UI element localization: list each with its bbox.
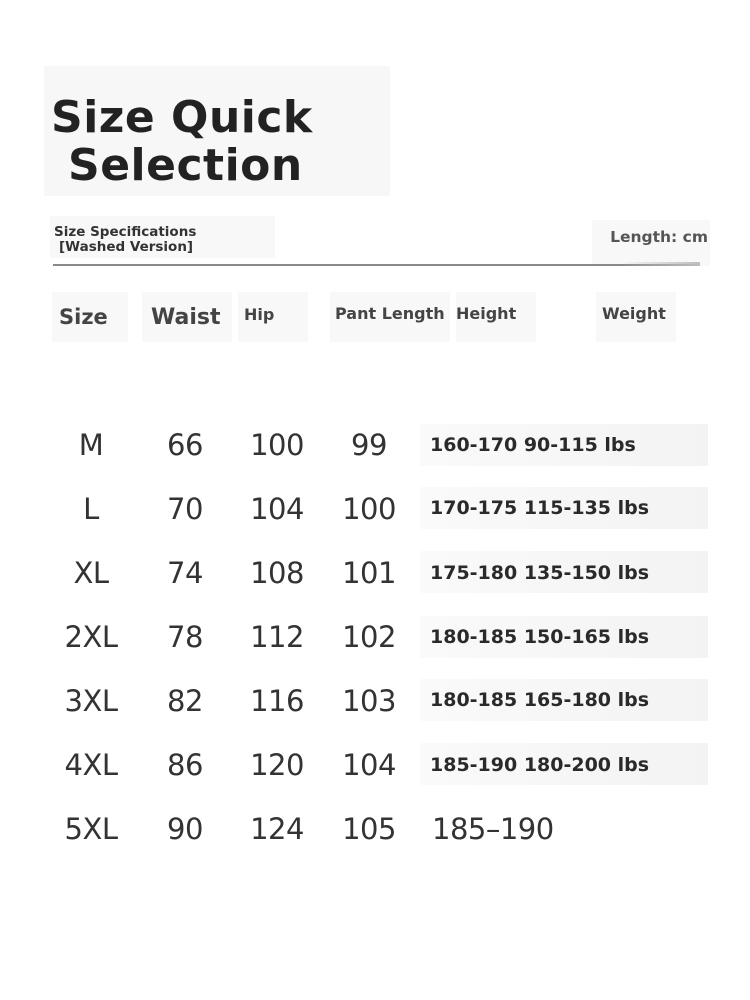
cell-waist: 86	[167, 748, 203, 782]
cell-pant-length: 103	[342, 684, 396, 718]
header-pant-length: Pant Length	[335, 304, 445, 323]
cell-pant-length: 102	[342, 620, 396, 654]
page-title-line-1: Size Quick	[51, 92, 313, 143]
cell-waist: 70	[167, 492, 203, 526]
header-divider	[53, 264, 699, 266]
cell-height-weight: 175-180 135-150 lbs	[430, 562, 650, 584]
cell-waist: 90	[167, 812, 203, 846]
cell-pant-length: 99	[351, 428, 387, 462]
cell-pant-length: 101	[342, 556, 396, 590]
cell-height-weight: 160-170 90-115 lbs	[430, 434, 636, 456]
cell-height-weight: 185–190	[432, 812, 554, 846]
cell-hip: 104	[250, 492, 304, 526]
cell-height-weight: 170-175 115-135 lbs	[430, 497, 650, 519]
spec-label-line-2: [Washed Version]	[59, 239, 194, 255]
cell-height-weight: 180-185 165-180 lbs	[430, 689, 650, 711]
cell-size: 2XL	[64, 620, 118, 654]
cell-size: M	[78, 428, 104, 462]
cell-pant-length: 105	[342, 812, 396, 846]
cell-hip: 116	[250, 684, 304, 718]
cell-height-weight: 185-190 180-200 lbs	[430, 754, 650, 776]
cell-hip: 124	[250, 812, 304, 846]
cell-waist: 82	[167, 684, 203, 718]
cell-waist: 78	[167, 620, 203, 654]
cell-height-weight: 180-185 150-165 lbs	[430, 626, 650, 648]
header-height: Height	[456, 304, 517, 323]
cell-hip: 108	[250, 556, 304, 590]
header-size: Size	[59, 305, 108, 329]
header-hip: Hip	[244, 305, 275, 324]
divider-shadow	[620, 262, 700, 266]
cell-size: L	[83, 492, 99, 526]
spec-label-line-1: Size Specifications	[54, 224, 197, 240]
header-waist: Waist	[151, 305, 221, 330]
header-weight: Weight	[602, 304, 666, 323]
cell-waist: 74	[167, 556, 203, 590]
page-title-line-2: Selection	[68, 140, 303, 191]
cell-waist: 66	[167, 428, 203, 462]
cell-size: 3XL	[64, 684, 118, 718]
cell-pant-length: 100	[342, 492, 396, 526]
cell-size: 4XL	[64, 748, 118, 782]
cell-pant-length: 104	[342, 748, 396, 782]
cell-hip: 112	[250, 620, 304, 654]
cell-size: 5XL	[64, 812, 118, 846]
cell-hip: 120	[250, 748, 304, 782]
cell-hip: 100	[250, 428, 304, 462]
length-unit-label: Length: cm	[610, 228, 708, 246]
cell-size: XL	[73, 556, 109, 590]
